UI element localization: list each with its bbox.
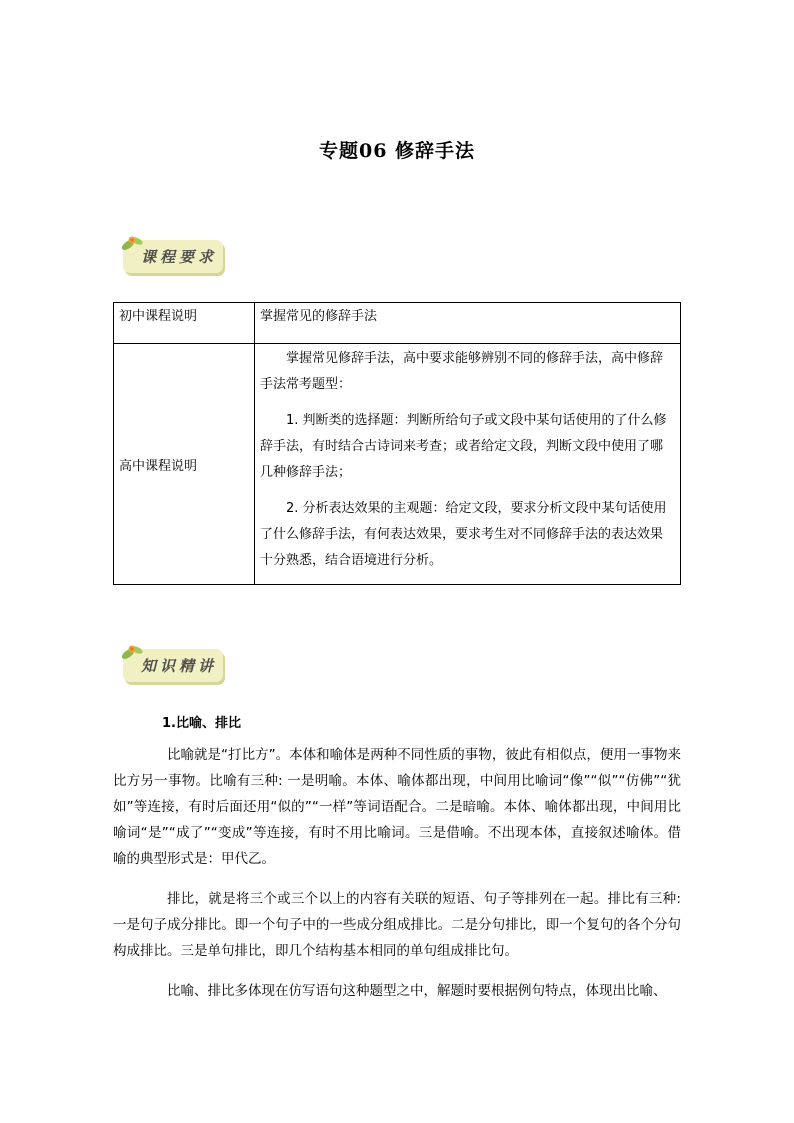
row-content: 掌握常见的修辞手法 <box>255 303 681 344</box>
badge-label: 课程要求 <box>141 248 218 266</box>
badge-knowledge <box>119 645 229 689</box>
paragraph: 比喻、排比多体现在仿写语句这种题型之中，解题时要根据例句特点，体现出比喻、 <box>167 983 667 999</box>
row-content <box>255 344 681 585</box>
badge-label: 知识精讲 <box>141 657 218 675</box>
badge-requirements <box>119 236 229 280</box>
table-row <box>114 303 681 344</box>
row-label: 初中课程说明 <box>114 303 255 344</box>
section-heading: 1.比喻、排比 <box>162 716 241 731</box>
section-body <box>113 742 681 1018</box>
intro-text: 掌握常见修辞手法，高中要求能够辨别不同的修辞手法，高中修辞手法常考题型： <box>260 351 664 392</box>
list-item: 1. 判断类的选择题：判断所给句子或文段中某句话使用的了什么修辞手法，有时结合古诗词来考查；或者给定文段，判断文段中使用了哪几种修辞手法； <box>260 413 667 480</box>
page-title: 专题06 修辞手法 <box>318 140 476 162</box>
course-requirements-table <box>113 302 681 585</box>
paragraph: 排比，就是将三个或三个以上的内容有关联的短语、句子等排列在一起。排比有三种: 一是句子成分排比。即一个句子中的一些成分组成排比。二是分句排比，即一个复句的各个分句构成排比。三是单句排比，即几个结构基本相同的单句组成排比句。 <box>113 891 681 959</box>
table-row <box>114 344 681 585</box>
list-item: 2. 分析表达效果的主观题：给定文段，要求分析文段中某句话使用了什么修辞手法，有何表达效果，要求考生对不同修辞手法的表达效果十分熟悉，结合语境进行分析。 <box>260 501 667 568</box>
paragraph: 比喻就是“打比方”。本体和喻体是两种不同性质的事物，彼此有相似点，便用一事物来比方另一事物。比喻有三种: 一是明喻。本体、喻体都出现，中间用比喻词“像”“似”“仿佛”“犹如”等连接，有时后面还用“似的”“一样”等词语配合。二是暗喻。本体、喻体都出现，中间用比喻词“是”“成了”“变成”等连接，有时不用比喻词。三是借喻。不出现本体，直接叙述喻体。借喻的典型形式是：甲代乙。 <box>113 747 681 867</box>
row-label: 高中课程说明 <box>114 344 255 585</box>
